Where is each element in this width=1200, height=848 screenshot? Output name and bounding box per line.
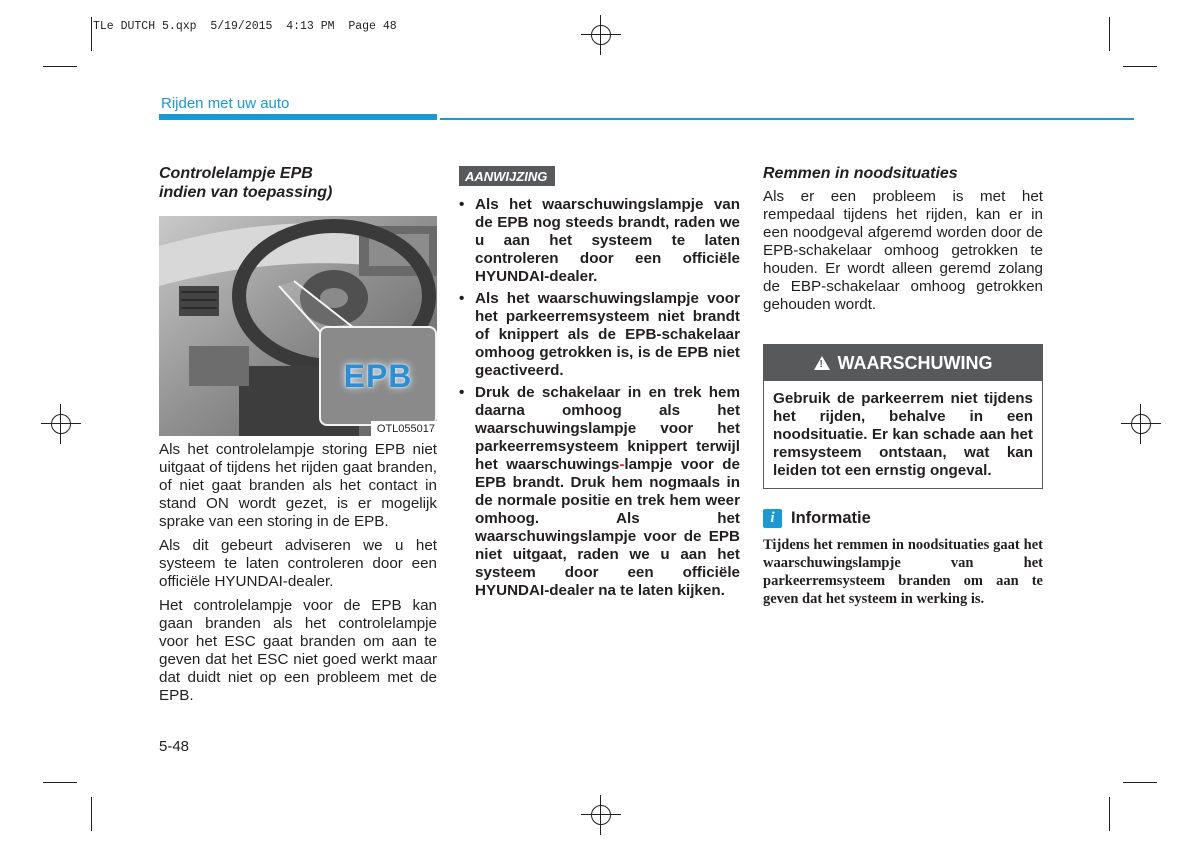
page-number: 5-48	[159, 738, 190, 755]
print-slug: TLe DUTCH 5.qxp 5/19/2015 4:13 PM Page 48	[93, 20, 397, 33]
registration-mark-icon	[581, 795, 621, 835]
epb-indicator-label: EPB	[343, 357, 413, 394]
section-title: Rijden met uw auto	[161, 95, 290, 112]
notice-label: AANWIJZING	[459, 166, 555, 186]
figure-code: OTL055017	[371, 421, 437, 436]
middle-column	[459, 166, 740, 604]
warning-header	[764, 345, 1042, 381]
paragraph: Als er een probleem is met het rempedaal tijdens het rijden, kan er in een noodgeval afgeremd worden door de EPB-schakelaar omhoog getrokken te houden. Er wordt alleen geremd zolang de EBP-schakelaar omhoog getrokken gehouden wordt.	[763, 188, 1043, 313]
notice-item	[459, 384, 740, 600]
crop-mark	[91, 797, 92, 831]
heading-line-2: indien van toepassing)	[159, 184, 333, 201]
emergency-braking-heading: Remmen in noodsituaties	[763, 165, 958, 182]
registration-mark-icon	[581, 15, 621, 55]
info-header	[763, 509, 1043, 528]
hyphenation-mark: -	[619, 456, 625, 473]
notice-item: • Als het waarschuwingslampje van de EPB nog steeds brandt, raden we u aan het systeem te laten controleren door een officiële HYUNDAI-dealer.	[459, 196, 740, 286]
info-title: Informatie	[791, 509, 871, 527]
warning-text: Gebruik de parkeerrem niet tijdens het rijden, behalve in een noodsituatie. Er kan schade aan het remsysteem ontstaan, wat kan leiden tot een ernstig ongeval.	[773, 390, 1033, 479]
registration-mark-icon	[41, 404, 81, 444]
dashboard-figure	[159, 216, 437, 436]
paragraph: Als dit gebeurt adviseren we u het systeem te laten controleren door een officiële HYUNDAI-dealer.	[159, 537, 437, 590]
crop-mark	[43, 66, 77, 67]
registration-mark-icon	[1121, 404, 1161, 444]
epb-lamp-heading	[159, 164, 437, 202]
left-column	[159, 164, 437, 711]
info-text: Tijdens het remmen in noodsituaties gaat het waarschuwingslampje van het parkeerremsysteem branden om aan te geven dat het systeem in werking is.	[763, 537, 1043, 607]
heading-line-1: Controlelampje EPB	[159, 165, 313, 182]
right-column	[763, 164, 1043, 608]
notice-text: Druk de schakelaar in en trek hem daarna omhoog als het waarschuwingslampje voor het parkeerremsysteem knippert terwijl het waarschuwings	[475, 384, 740, 473]
crop-mark	[91, 17, 92, 51]
warning-title: WAARSCHUWING	[837, 352, 993, 373]
warning-box	[763, 344, 1043, 489]
notice-item: • Als het waarschuwingslampje voor het parkeerremsysteem niet brandt of knippert als de EPB-schakelaar omhoog getrokken is, is de EPB niet geactiveerd.	[459, 290, 740, 380]
epb-indicator-callout	[319, 326, 437, 426]
crop-mark	[1109, 797, 1110, 831]
header-rule-thick	[159, 114, 437, 120]
info-icon: i	[763, 509, 782, 528]
notice-list	[459, 196, 740, 600]
crop-mark	[43, 782, 77, 783]
header-rule-thin	[440, 118, 1134, 120]
paragraph: Het controlelampje voor de EPB kan gaan branden als het controlelampje voor het ESC gaat branden om aan te geven dat het ESC niet goed werkt maar dat duidt niet op een probleem met de EPB.	[159, 597, 437, 704]
crop-mark	[1123, 782, 1157, 783]
notice-text: lampje voor de EPB brandt. Druk hem nogmaals in de normale positie en trek hem weer omhoog. Als het waarschuwingslampje voor de EPB niet uitgaat, raden we u aan het systeem door een officiële HYUNDAI-dealer na te laten kijken.	[475, 456, 740, 599]
crop-mark	[1109, 17, 1110, 51]
left-body	[159, 441, 437, 705]
crop-mark	[1123, 66, 1157, 67]
warning-triangle-icon: !	[814, 356, 830, 370]
paragraph: Als het controlelampje storing EPB niet uitgaat of tijdens het rijden gaat branden, of niet gaat branden als het contact in stand ON wordt gezet, is er mogelijk sprake van een storing in de EPB.	[159, 441, 437, 530]
